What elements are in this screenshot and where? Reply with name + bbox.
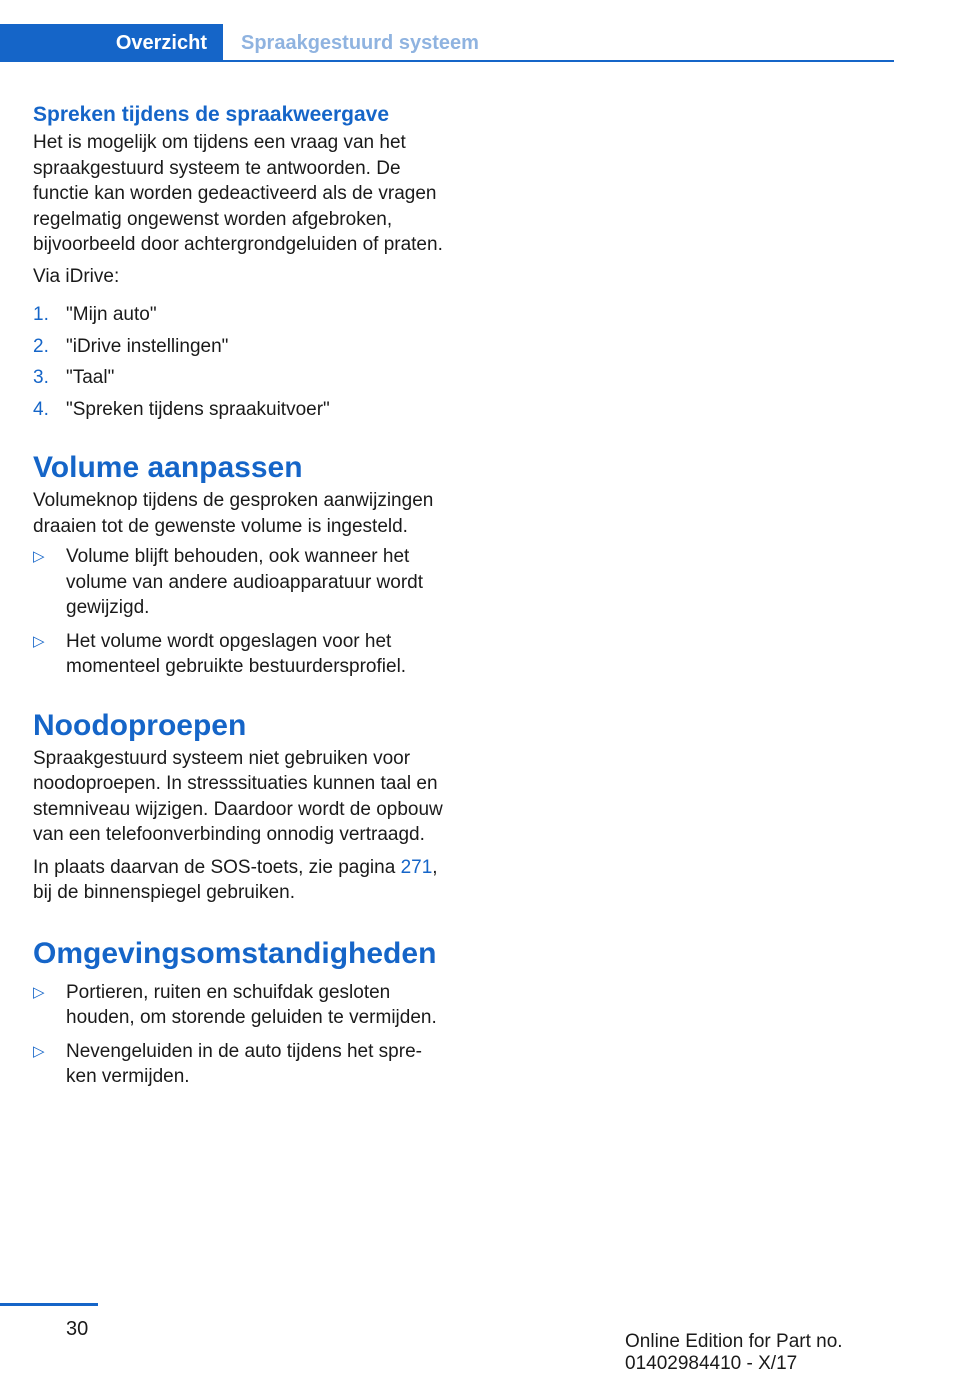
paragraph — [33, 855, 445, 906]
step-text: "Spreken tijdens spraakuitvoer" — [66, 398, 330, 420]
edition-note: Online Edition for Part no. 01402984410 - X/17 — [625, 1331, 843, 1374]
triangle-bullet-icon: ▷ — [33, 548, 45, 565]
list-item — [33, 365, 445, 391]
tab-overzicht[interactable]: Overzicht — [0, 24, 223, 62]
list-item — [33, 397, 445, 423]
text-span: In plaats daarvan de SOS-toets, zie pagina — [33, 856, 401, 878]
section-title-noodoproepen: Noodoproepen — [33, 708, 247, 742]
text-span: , bij de binnenspiegel gebruiken. — [33, 856, 438, 903]
list-item — [33, 544, 445, 621]
paragraph: Spraakgestuurd systeem niet gebruiken voor noodoproepen. In stresssituaties kunnen taal en stemniveau wijzigen. Daardoor wordt de opbouw van een telefoonverbinding onnodig vertraagd. — [33, 747, 443, 845]
list-item — [33, 334, 445, 360]
list-item — [33, 629, 445, 680]
bullet-list — [33, 544, 445, 680]
step-number: 1. — [33, 304, 49, 325]
steps-list — [33, 302, 445, 422]
section-title-volume: Volume aanpassen — [33, 451, 303, 484]
step-text: "Mijn auto" — [66, 304, 157, 325]
triangle-bullet-icon: ▷ — [33, 1042, 45, 1060]
list-item — [33, 302, 445, 328]
bullet-list — [33, 980, 445, 1090]
header-tabbar — [0, 24, 894, 62]
paragraph: Via iDrive: — [33, 265, 120, 287]
step-text: "iDrive instellingen" — [66, 335, 229, 357]
bullet-text: Het volume wordt opgeslagen voor het momenteel gebruikte bestuurdersprofiel. — [66, 630, 407, 677]
triangle-bullet-icon: ▷ — [33, 983, 45, 1001]
step-number: 2. — [33, 335, 49, 357]
section-title-omgeving: Omgevingsomstandigheden — [33, 936, 437, 970]
step-text: "Taal" — [66, 367, 115, 388]
section-title-spreken: Spreken tijdens de spraakweergave — [33, 103, 390, 126]
triangle-bullet-icon: ▷ — [33, 632, 45, 650]
paragraph: Het is mogelijk om tijdens een vraag van het spraakgestuurd systeem te antwoorden. De functie kan worden gedeactiveerd als de vragen regelmatig ongewenst worden afgebroken, bijvoorbeeld door achtergrondgeluiden of praten. — [33, 132, 443, 255]
header-divider — [223, 60, 894, 62]
bullet-text: Nevengeluiden in de auto tijdens het spreken vermijden. — [66, 1040, 422, 1087]
bullet-text: Volume blijft behouden, ook wanneer het volume van andere audioapparatuur wordt gewijzigd. — [66, 546, 424, 618]
page-number: 30 — [66, 1318, 89, 1340]
list-item — [33, 1039, 445, 1090]
tab-spraakgestuurd-systeem[interactable]: Spraakgestuurd systeem — [241, 31, 479, 54]
paragraph: Volumeknop tijdens de gesproken aanwijzingen draaien tot de gewenste volume is ingesteld. — [33, 490, 434, 537]
page-link[interactable]: 271 — [400, 856, 433, 878]
page-content — [33, 100, 445, 1098]
footer-divider — [0, 1303, 98, 1306]
step-number: 3. — [33, 367, 49, 388]
list-item — [33, 980, 445, 1031]
bullet-text: Portieren, ruiten en schuifdak gesloten houden, om storende geluiden te vermijden. — [66, 981, 437, 1028]
step-number: 4. — [33, 398, 49, 420]
